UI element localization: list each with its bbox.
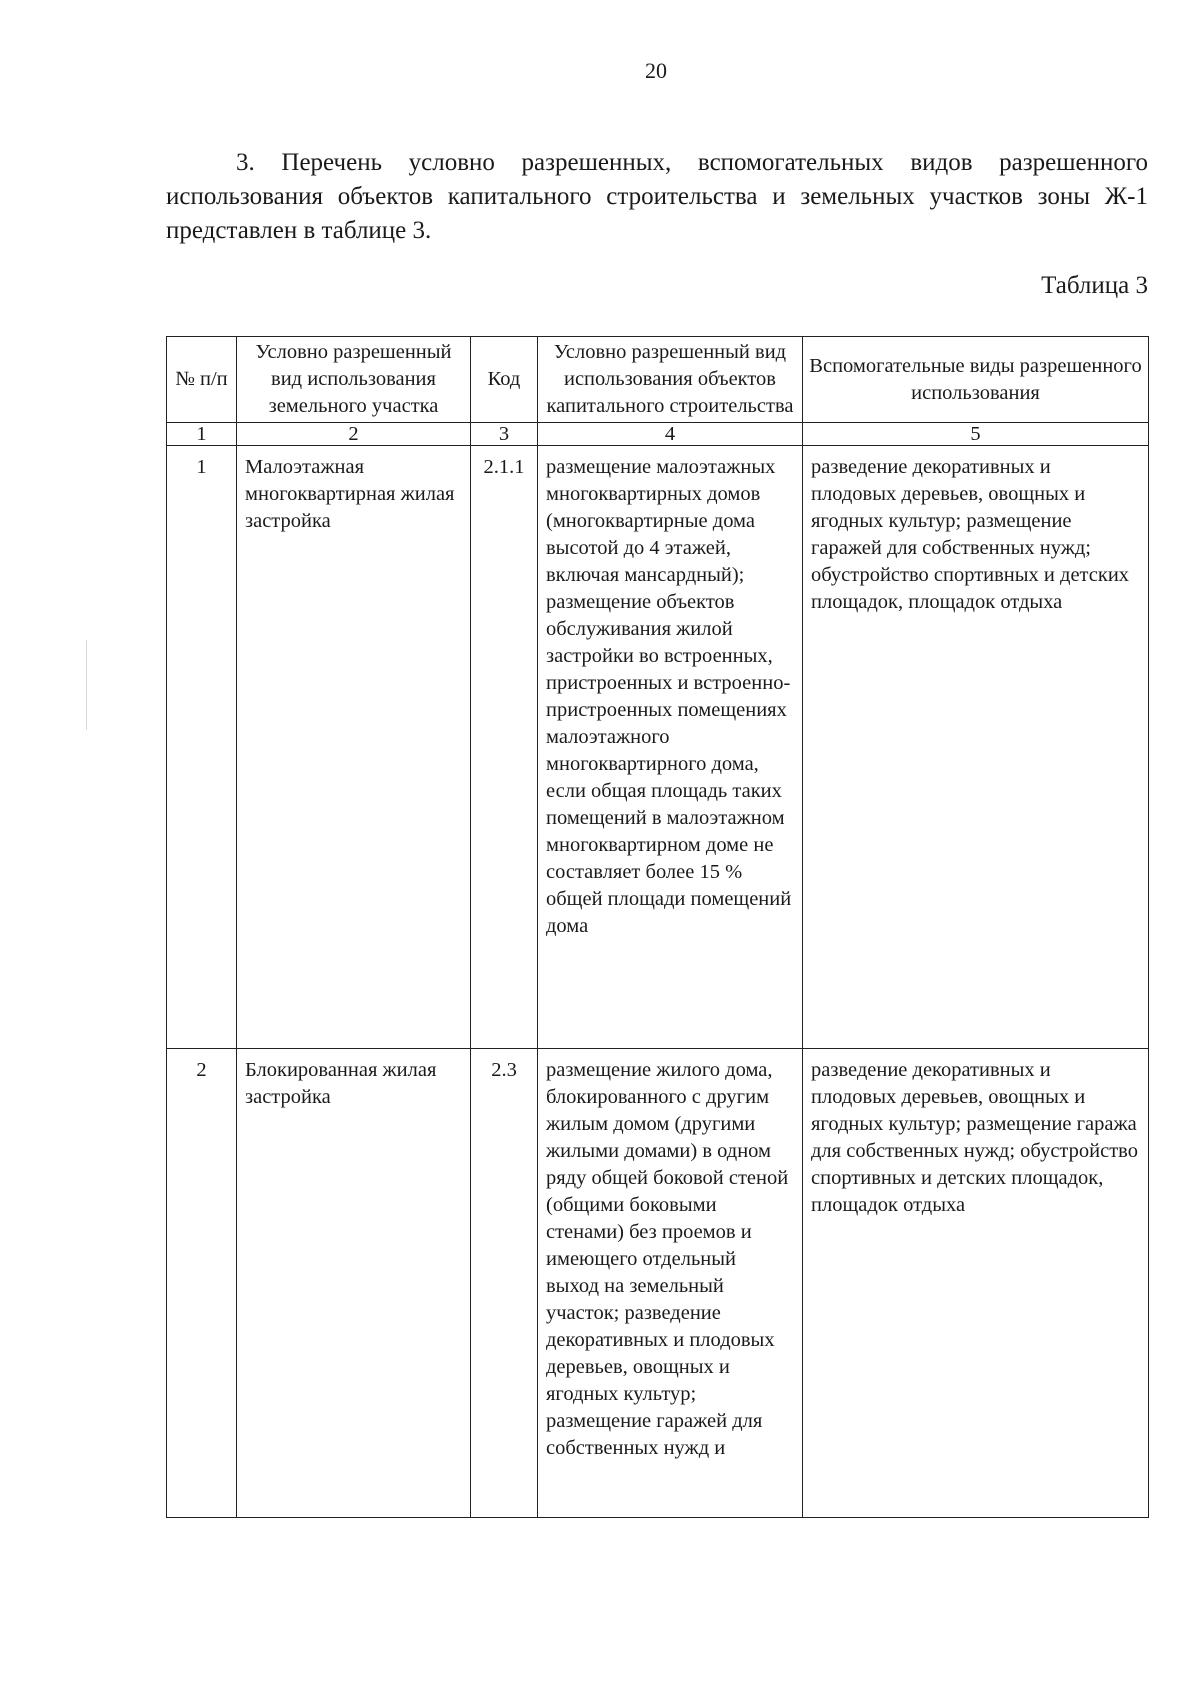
- table-row: [167, 446, 1149, 1049]
- row-number: 1: [167, 446, 237, 1049]
- header-code: Код: [471, 337, 538, 423]
- table-header-row: [167, 337, 1149, 423]
- column-number: 3: [471, 423, 538, 446]
- header-land-use: Условно разрешенный вид использования земельного участка: [237, 337, 471, 423]
- column-number: 4: [538, 423, 803, 446]
- column-number: 5: [803, 423, 1149, 446]
- table-row: [167, 1049, 1149, 1518]
- land-use-cell: Малоэтажная многоквартирная жилая застройка: [237, 446, 471, 1049]
- column-number: 2: [237, 423, 471, 446]
- table-caption: Таблица 3: [1041, 272, 1148, 299]
- capital-use-cell: размещение малоэтажных многоквартирных домов (многоквартирные дома высотой до 4 этажей, включая мансардный); размещение объектов обслуживания жилой застройки во встроенных, пристроенных и встроенно-пристроенных помещениях малоэтажного многоквартирного дома, если общая площадь таких помещений в малоэтажном многоквартирном доме не составляет более 15 % общей площади помещений дома: [538, 446, 803, 1049]
- code-cell: 2.3: [471, 1049, 538, 1518]
- scan-artifact-line: [86, 640, 87, 730]
- intro-paragraph: 3. Перечень условно разрешенных, вспомогательных видов разрешенного использования объектов капитального строительства и земельных участков зоны Ж-1 представлен в таблице 3.: [166, 149, 1148, 244]
- column-number-row: [167, 423, 1149, 446]
- code-cell: 2.1.1: [471, 446, 538, 1049]
- auxiliary-cell: разведение декоративных и плодовых деревьев, овощных и ягодных культур; размещение гаражей для собственных нужд; обустройство спортивных и детских площадок, площадок отдыха: [803, 446, 1149, 1049]
- header-capital-use: Условно разрешенный вид использования объектов капитального строительства: [538, 337, 803, 423]
- auxiliary-cell: разведение декоративных и плодовых деревьев, овощных и ягодных культур; размещение гаража для собственных нужд; обустройство спортивных и детских площадок, площадок отдыха: [803, 1049, 1149, 1518]
- land-use-cell: Блокированная жилая застройка: [237, 1049, 471, 1518]
- permitted-use-table: [166, 336, 1149, 1518]
- header-num: № п/п: [167, 337, 237, 423]
- header-auxiliary: Вспомогательные виды разрешенного использования: [803, 337, 1149, 423]
- row-number: 2: [167, 1049, 237, 1518]
- column-number: 1: [167, 423, 237, 446]
- capital-use-cell: размещение жилого дома, блокированного с другим жилым домом (другими жилыми домами) в одном ряду общей боковой стеной (общими боковыми стенами) без проемов и имеющего отдельный выход на земельный участок; разведение декоративных и плодовых деревьев, овощных и ягодных культур; размещение гаражей для собственных нужд и: [538, 1049, 803, 1518]
- page-number: 20: [645, 58, 667, 83]
